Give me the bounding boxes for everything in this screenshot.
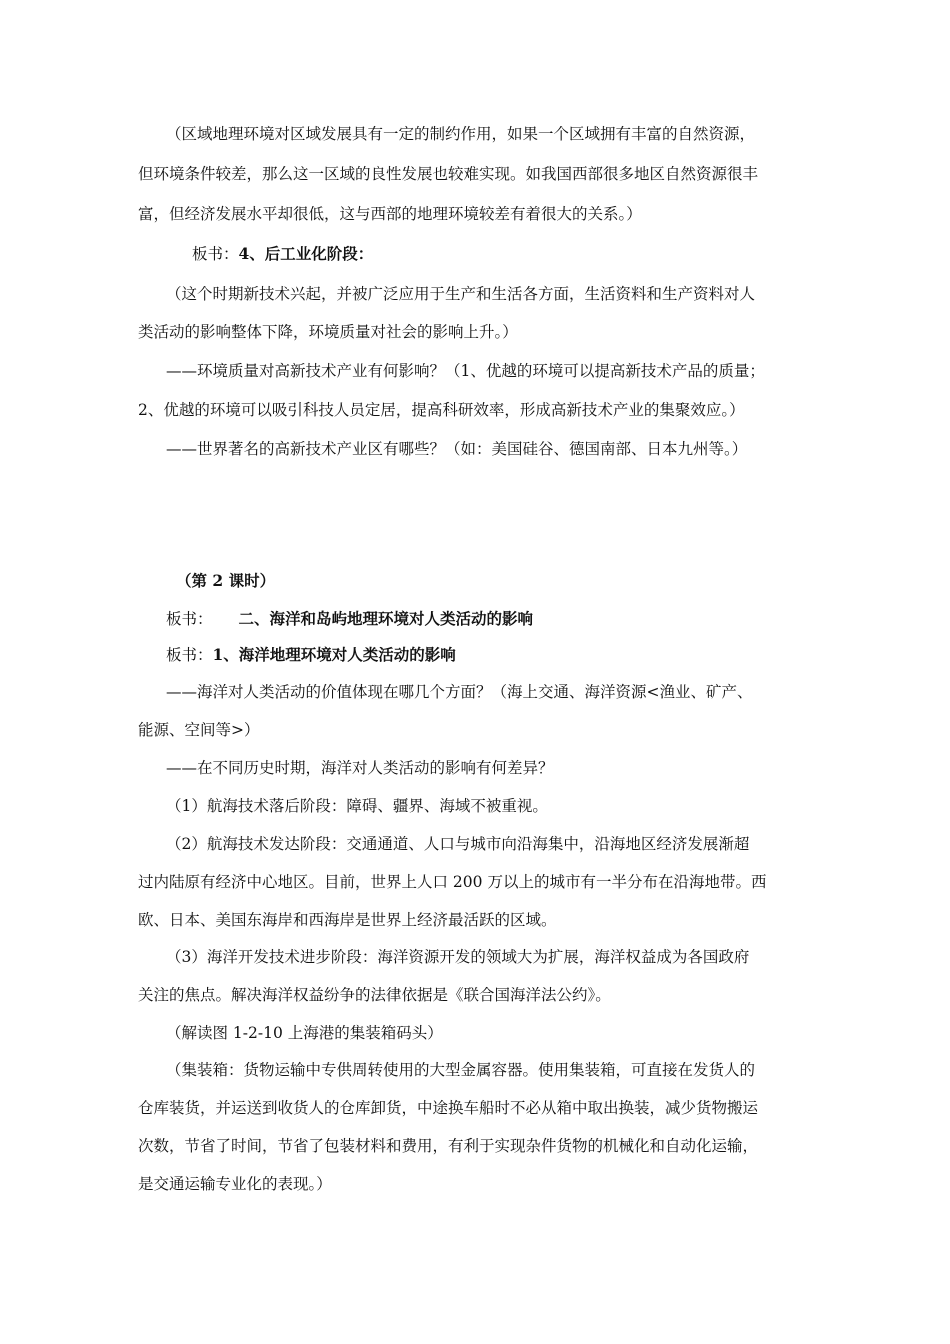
board-heading [166, 645, 456, 665]
text-line: 是交通运输专业化的表现。） [138, 1175, 332, 1193]
text-line: 仓库装货，并运送到收货人的仓库卸货，中途换车船时不必从箱中取出换装，减少货物搬运 [138, 1099, 759, 1117]
text-line: 关注的焦点。解决海洋权益纷争的法律依据是《联合国海洋法公约》。 [138, 986, 611, 1004]
text-line: ——在不同历史时期，海洋对人类活动的影响有何差异？ [166, 759, 554, 777]
text-line: （3）海洋开发技术进步阶段：海洋资源开发的领域大为扩展，海洋权益成为各国政府 [166, 948, 750, 966]
board-title: 二、海洋和岛屿地理环境对人类活动的影响 [238, 609, 534, 628]
text-line: ——海洋对人类活动的价值体现在哪几个方面？（海上交通、海洋资源<渔业、矿产、 [166, 683, 753, 701]
text-line: （这个时期新技术兴起，并被广泛应用于生产和生活各方面，生活资料和生产资料对人 [166, 285, 756, 303]
board-label: 板书： [166, 610, 213, 628]
text-line: ——世界著名的高新技术产业区有哪些？（如：美国硅谷、德国南部、日本九州等。） [166, 440, 748, 458]
board-label: 板书： [166, 646, 213, 664]
board-label: 板书： [192, 245, 239, 263]
text-line: （1）航海技术落后阶段：障碍、疆界、海域不被重视。 [166, 797, 548, 815]
text-line: 欧、日本、美国东海岸和西海岸是世界上经济最活跃的区域。 [138, 911, 557, 929]
text-line: 能源、空间等>） [138, 721, 260, 739]
text-line: 过内陆原有经济中心地区。目前，世界上人口 200 万以上的城市有一半分布在沿海地带。西 [138, 873, 767, 891]
text-line: 富，但经济发展水平却很低，这与西部的地理环境较差有着很大的关系。） [138, 205, 642, 223]
text-line: 2、优越的环境可以吸引科技人员定居，提高科研效率，形成高新技术产业的集聚效应。） [138, 401, 745, 419]
board-title: 1、海洋地理环境对人类活动的影响 [212, 645, 456, 664]
text-line: （2）航海技术发达阶段：交通通道、人口与城市向沿海集中，沿海地区经济发展渐超 [166, 835, 750, 853]
board-title: 4、后工业化阶段： [238, 244, 374, 263]
text-line: （集装箱：货物运输中专供周转使用的大型金属容器。使用集装箱，可直接在发货人的 [166, 1061, 756, 1079]
text-line: （区域地理环境对区域发展具有一定的制约作用，如果一个区域拥有丰富的自然资源， [166, 125, 756, 143]
text-line: 次数，节省了时间，节省了包装材料和费用，有利于实现杂件货物的机械化和自动化运输， [138, 1137, 759, 1155]
text-line: 类活动的影响整体下降，环境质量对社会的影响上升。） [138, 323, 518, 341]
text-line: 但环境条件较差，那么这一区域的良性发展也较难实现。如我国西部很多地区自然资源很丰 [138, 165, 759, 183]
board-heading [192, 244, 373, 264]
text-line: （解读图 1-2-10 上海港的集装箱码头） [166, 1024, 443, 1042]
text-line: ——环境质量对高新技术产业有何影响？（1、优越的环境可以提高新技术产品的质量； [166, 362, 765, 380]
lesson-label: （第 2 课时） [176, 571, 276, 590]
board-heading [166, 609, 533, 629]
